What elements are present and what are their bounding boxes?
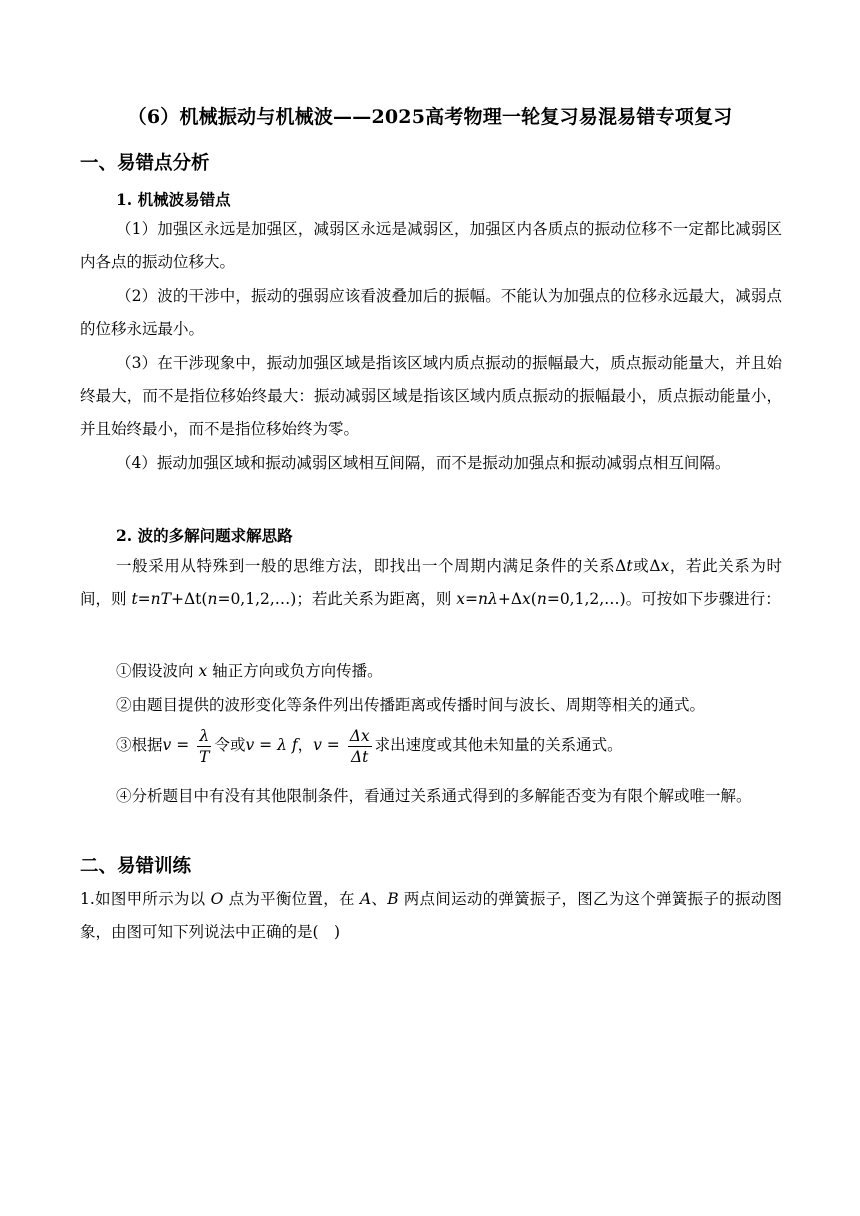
- fraction-dx-over-dt: $\frac{\Delta x}{\Delta t}$: [349, 726, 370, 766]
- multi-solution-intro: 一般采用从特殊到一般的思维方法，即找出一个周期内满足条件的关系Δt或Δx，若此关系为时间，则 t=nT+Δt(n=0,1,2,…)；若此关系为距离，则 x=nλ+Δx(n=0,1,2,…)。可按如下步骤进行：: [80, 557, 782, 608]
- step-4: ④分析题目中有没有其他限制条件，看通过关系通式得到的多解能否变为有限个解或唯一解。: [116, 787, 752, 805]
- question-1: 1.如图甲所示为以 O 点为平衡位置，在 A、B 两点间运动的弹簧振子，图乙为这个弹簧振子的振动图象，由图可知下列说法中正确的是( ): [80, 890, 782, 941]
- section-heading-error-analysis: 一、易错点分析: [80, 153, 210, 174]
- subheading-multi-solution: 2. 波的多解问题求解思路: [116, 526, 293, 545]
- fraction-lambda-over-T: $\frac{\lambda}{T}$: [199, 726, 210, 766]
- point-2-paragraph: （2）波的干涉中，振动的强弱应该看波叠加后的振幅。不能认为加强点的位移永远最大，减弱点的位移永远最小。: [80, 287, 782, 338]
- step-1: ①假设波向 x 轴正方向或负方向传播。: [116, 662, 383, 680]
- point-4-paragraph: （4）振动加强区域和振动减弱区域相互间隔，而不是振动加强点和振动减弱点相互间隔。: [116, 454, 731, 472]
- step-2: ②由题目提供的波形变化等条件列出传播距离或传播时间与波长、周期等相关的通式。: [116, 696, 706, 714]
- section-heading-training: 二、易错训练: [80, 856, 192, 877]
- step-3: ③根据v = $\frac{\lambda}{T}$ 令或v = λ f，v = $\frac{\Delta x}{\Delta t}$ 求出速度或其他未知量的关系通式。: [116, 726, 623, 766]
- subheading-mechanical-wave: 1. 机械波易错点: [116, 190, 231, 209]
- point-1-paragraph: （1）加强区永远是加强区，减弱区永远是减弱区，加强区内各质点的振动位移不一定都比减弱区内各点的振动位移大。: [80, 220, 782, 271]
- point-3-paragraph: （3）在干涉现象中，振动加强区域是指该区域内质点振动的振幅最大，质点振动能量大，并且始终最大，而不是指位移始终最大：振动减弱区域是指该区域内质点振动的振幅最小，质点振动能量小，并且始终最小，而不是指位移始终为零。: [80, 354, 782, 438]
- document-title: （6）机械振动与机械波——2025高考物理一轮复习易混易错专项复习: [127, 106, 733, 128]
